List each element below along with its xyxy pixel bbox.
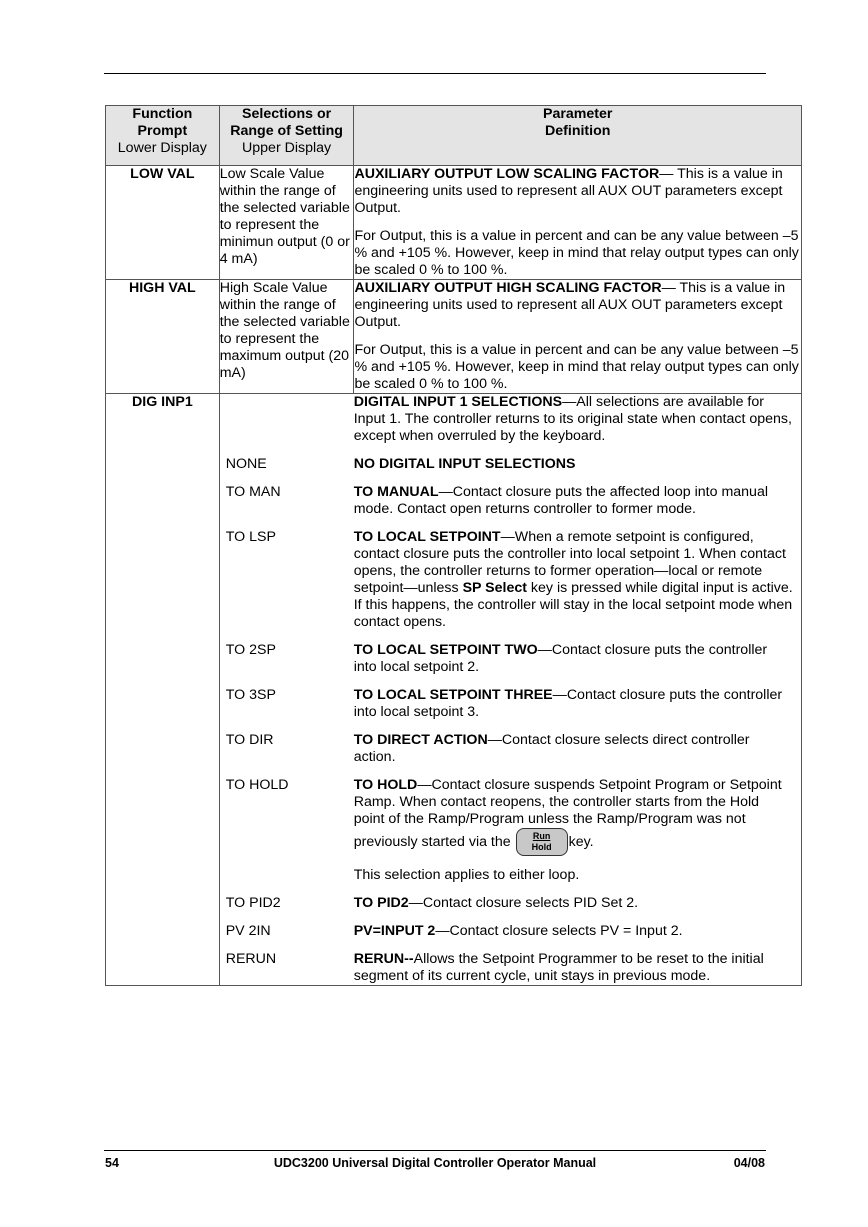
selection-definition: TO MANUAL—Contact closure puts the affected loop into manual mode. Contact open returns controller to former mode.	[353, 484, 768, 517]
parameter-definition: DIGITAL INPUT 1 SELECTIONS—All selections are available for Input 1. The controller returns to its original state when contact opens, except when overruled by the keyboard.	[353, 394, 792, 444]
selection-definition: TO LOCAL SETPOINT TWO—Contact closure puts the controller into local setpoint 2.	[353, 642, 768, 675]
selection-option: TO PID2	[225, 895, 281, 911]
table-header-row	[106, 106, 802, 166]
selection-option: RERUN	[225, 951, 277, 967]
header-rule	[104, 73, 766, 74]
parameter-definition: AUXILIARY OUTPUT LOW SCALING FACTOR— This is a value in engineering units used to represent all AUX OUT parameters except Output. For Output, this is a value in percent and can be any value between –5 % and +105 %. However, keep in mind that relay output types can only be scaled 0 % to 100 %.	[354, 166, 802, 280]
selection-option: NONE	[225, 456, 267, 472]
selection-definition: RERUN--Allows the Setpoint Programmer to be reset to the initial segment of its current cycle, unit stays in previous mode.	[353, 951, 764, 984]
function-prompt: DIG INP1	[106, 394, 220, 986]
revision-date: 04/08	[733, 1156, 765, 1170]
selection-definition: PV=INPUT 2—Contact closure selects PV = Input 2.	[353, 923, 683, 939]
function-prompt: HIGH VAL	[106, 280, 220, 394]
function-prompt: LOW VAL	[106, 166, 220, 280]
selection-grid	[220, 394, 801, 985]
selection-option: TO 2SP	[225, 642, 276, 658]
selection-option: TO HOLD	[225, 777, 289, 793]
selection-option: TO LSP	[225, 529, 276, 545]
header-parameter-definition: Parameter Definition	[354, 106, 802, 166]
selection-range: Low Scale Value within the range of the selected variable to represent the minimun output (0 or 4 mA)	[219, 166, 354, 280]
selection-definition: TO HOLD—Contact closure suspends Setpoint Program or Setpoint Ramp. When contact reopens, the controller starts from the Hold point of the Ramp/Program unless the Ramp/Program was not previously started via the Run Hold key. This selection applies to either loop.	[348, 777, 801, 884]
selection-range: High Scale Value within the range of the selected variable to represent the maximum output (20 mA)	[219, 280, 354, 394]
run-hold-key-icon: Run Hold	[516, 828, 568, 856]
selection-definition: TO LOCAL SETPOINT—When a remote setpoint is configured, contact closure puts the controller into local setpoint 1. When contact opens, the controller returns to former operation—local or remote setpoint—unless SP Select key is pressed while digital input is active. If this happens, the controller will stay in the local setpoint mode when contact opens.	[353, 529, 793, 630]
footer-rule	[104, 1150, 766, 1151]
page-number: 54	[105, 1156, 119, 1170]
table-row	[106, 280, 802, 394]
selection-definition: TO PID2—Contact closure selects PID Set 2.	[353, 895, 639, 911]
selection-definition: TO DIRECT ACTION—Contact closure selects direct controller action.	[353, 732, 750, 765]
header-function-prompt: Function Prompt Lower Display	[106, 106, 220, 166]
header-selections: Selections or Range of Setting Upper Display	[219, 106, 354, 166]
selection-definition: NO DIGITAL INPUT SELECTIONS	[353, 456, 576, 472]
selection-option: TO DIR	[225, 732, 274, 748]
manual-title: UDC3200 Universal Digital Controller Operator Manual	[273, 1156, 597, 1170]
parameter-definition: AUXILIARY OUTPUT HIGH SCALING FACTOR— This is a value in engineering units used to represent all AUX OUT parameters except Output. For Output, this is a value in percent and can be any value between –5 % and +105 %. However, keep in mind that relay output types can only be scaled 0 % to 100 %.	[354, 280, 802, 394]
selection-option: TO MAN	[225, 484, 281, 500]
table-row	[106, 394, 802, 986]
selection-definition: TO LOCAL SETPOINT THREE—Contact closure puts the controller into local setpoint 3.	[353, 687, 783, 720]
selection-note: This selection applies to either loop.	[353, 867, 580, 883]
parameter-table	[105, 105, 802, 986]
selection-option: PV 2IN	[225, 923, 271, 939]
selection-option: TO 3SP	[225, 687, 276, 703]
digital-input-selections	[219, 394, 801, 986]
table-row	[106, 166, 802, 280]
